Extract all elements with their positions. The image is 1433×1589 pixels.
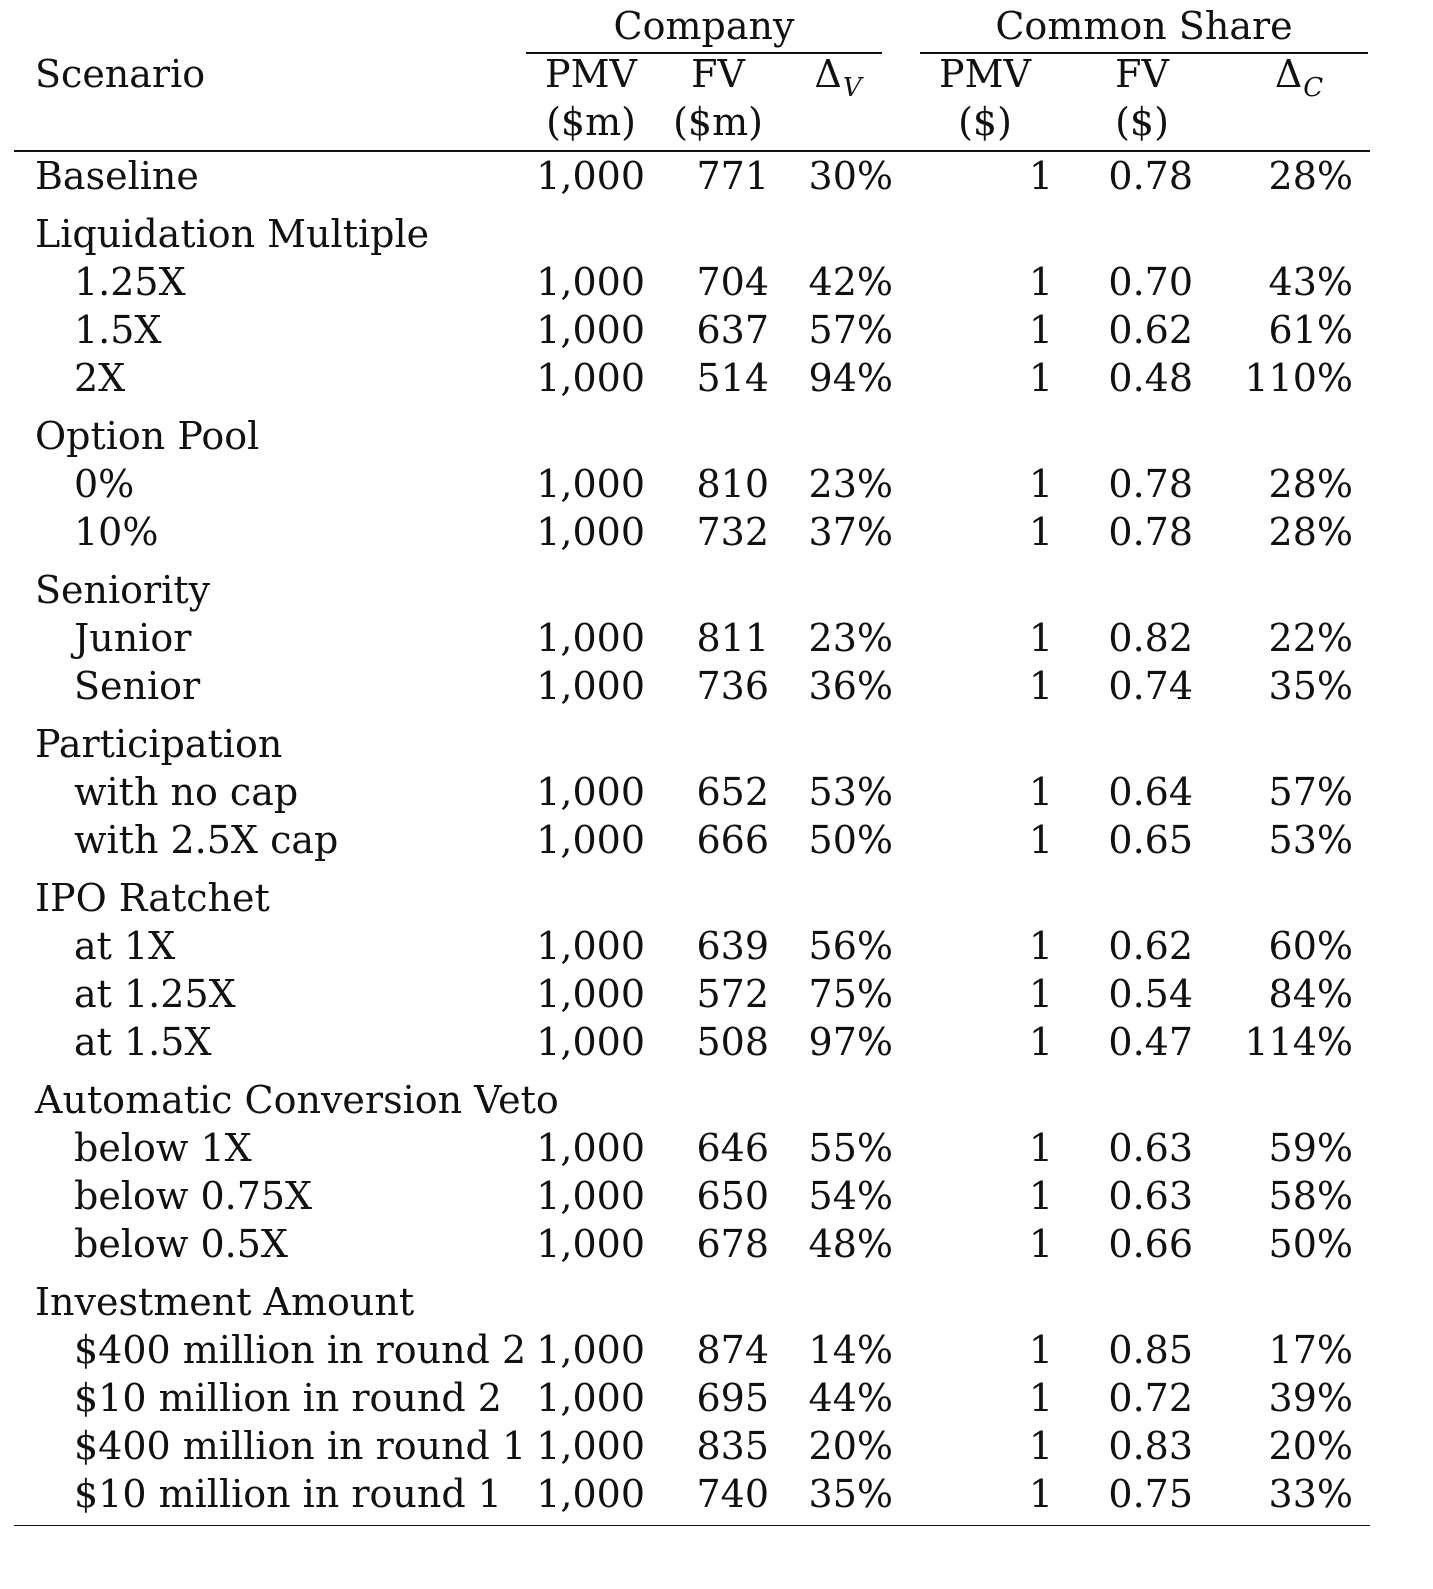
common-fv-cell: 0.64 bbox=[1108, 769, 1193, 814]
company-pmv-cell: 1,000 bbox=[536, 663, 645, 708]
group-header-row bbox=[14, 566, 1370, 614]
column-spacer bbox=[1353, 152, 1370, 200]
common-delta-heading bbox=[1254, 50, 1344, 103]
table-row bbox=[14, 1326, 1370, 1374]
common-pmv-cell: 1 bbox=[1028, 1423, 1053, 1468]
column-spacer bbox=[1353, 460, 1370, 508]
company-pmv-cell: 1,000 bbox=[536, 1173, 645, 1218]
company-fv-cell: 639 bbox=[696, 923, 769, 968]
common-fv-cell: 0.47 bbox=[1108, 1019, 1193, 1064]
table-row bbox=[14, 1470, 1370, 1518]
column-spacer bbox=[893, 662, 929, 710]
column-spacer bbox=[893, 354, 929, 402]
common-delta-cell: 43% bbox=[1268, 259, 1353, 304]
common-fv-cell: 0.78 bbox=[1108, 461, 1193, 506]
column-spacer bbox=[893, 1374, 929, 1422]
common-fv-cell: 0.63 bbox=[1108, 1125, 1193, 1170]
table-row bbox=[14, 922, 1370, 970]
column-spacer bbox=[893, 258, 929, 306]
column-spacer bbox=[893, 614, 929, 662]
bottom-rule bbox=[14, 1525, 1370, 1527]
row-label: 1.25X bbox=[74, 259, 186, 304]
column-spacer bbox=[893, 816, 929, 864]
common-pmv-cell: 1 bbox=[1028, 509, 1053, 554]
common-pmv-cell: 1 bbox=[1028, 1019, 1053, 1064]
company-fv-heading: FV bbox=[691, 52, 745, 96]
company-fv-cell: 508 bbox=[696, 1019, 769, 1064]
company-fv-cell: 637 bbox=[696, 307, 769, 352]
table-row bbox=[14, 1124, 1370, 1172]
company-fv-cell: 666 bbox=[696, 817, 769, 862]
table-row bbox=[14, 614, 1370, 662]
table-row bbox=[14, 460, 1370, 508]
common-fv-cell: 0.63 bbox=[1108, 1173, 1193, 1218]
common-delta-cell: 57% bbox=[1268, 769, 1353, 814]
company-pmv-cell: 1,000 bbox=[536, 355, 645, 400]
group-label: Seniority bbox=[35, 567, 211, 612]
column-spacer bbox=[893, 1326, 929, 1374]
table-row bbox=[14, 1374, 1370, 1422]
group-label: Investment Amount bbox=[35, 1279, 415, 1324]
delta-subscript: V bbox=[842, 73, 862, 103]
group-header-row bbox=[14, 1076, 1370, 1124]
row-label: Baseline bbox=[35, 153, 199, 198]
common-delta-cell: 53% bbox=[1268, 817, 1353, 862]
column-spacer bbox=[1353, 816, 1370, 864]
column-spacer bbox=[1353, 1374, 1370, 1422]
group-header-row bbox=[14, 210, 1370, 258]
common-pmv-cell: 1 bbox=[1028, 461, 1053, 506]
column-spacer bbox=[893, 922, 929, 970]
group-gap bbox=[14, 710, 1370, 720]
company-pmv-cell: 1,000 bbox=[536, 259, 645, 304]
company-fv-cell: 811 bbox=[696, 615, 769, 660]
results-table bbox=[14, 0, 1370, 1526]
row-label: at 1.25X bbox=[74, 971, 236, 1016]
group-header-row bbox=[14, 874, 1370, 922]
company-pmv-cell: 1,000 bbox=[536, 1375, 645, 1420]
delta-subscript: C bbox=[1303, 73, 1324, 103]
row-label: $10 million in round 1 bbox=[74, 1471, 502, 1516]
common-fv-cell: 0.62 bbox=[1108, 923, 1193, 968]
row-label: 0% bbox=[74, 461, 135, 506]
common-delta-cell: 61% bbox=[1268, 307, 1353, 352]
group-gap bbox=[14, 556, 1370, 566]
group-label: Automatic Conversion Veto bbox=[35, 1077, 559, 1122]
column-spacer bbox=[1353, 1220, 1370, 1268]
column-spacer bbox=[1353, 1018, 1370, 1066]
group-label: Option Pool bbox=[35, 413, 260, 458]
row-label: below 0.5X bbox=[74, 1221, 288, 1266]
company-delta-cell: 42% bbox=[808, 259, 893, 304]
company-pmv-heading: PMV bbox=[545, 52, 637, 96]
company-pmv-cell: 1,000 bbox=[536, 461, 645, 506]
company-pmv-cell: 1,000 bbox=[536, 1327, 645, 1372]
company-fv-cell: 704 bbox=[696, 259, 769, 304]
common-pmv-cell: 1 bbox=[1028, 923, 1053, 968]
company-delta-cell: 36% bbox=[808, 663, 893, 708]
common-fv-cell: 0.66 bbox=[1108, 1221, 1193, 1266]
group-header-row bbox=[14, 720, 1370, 768]
table-row bbox=[14, 354, 1370, 402]
common-delta-cell: 33% bbox=[1268, 1471, 1353, 1516]
row-label: 10% bbox=[74, 509, 159, 554]
delta-symbol: Δ bbox=[814, 52, 842, 96]
company-delta-cell: 53% bbox=[808, 769, 893, 814]
table-row bbox=[14, 1220, 1370, 1268]
row-label: $400 million in round 1 bbox=[74, 1423, 527, 1468]
company-pmv-cell: 1,000 bbox=[536, 1471, 645, 1516]
company-delta-cell: 57% bbox=[808, 307, 893, 352]
column-spacer bbox=[1353, 1172, 1370, 1220]
company-pmv-cell: 1,000 bbox=[536, 615, 645, 660]
row-label: with 2.5X cap bbox=[74, 817, 339, 862]
company-delta-cell: 30% bbox=[808, 153, 893, 198]
common-pmv-cell: 1 bbox=[1028, 1471, 1053, 1516]
company-fv-cell: 652 bbox=[696, 769, 769, 814]
common-fv-cell: 0.62 bbox=[1108, 307, 1193, 352]
group-label: Participation bbox=[35, 721, 283, 766]
company-delta-cell: 94% bbox=[808, 355, 893, 400]
company-fv-cell: 736 bbox=[696, 663, 769, 708]
company-pmv-cell: 1,000 bbox=[536, 1423, 645, 1468]
company-fv-cell: 572 bbox=[696, 971, 769, 1016]
company-fv-unit: ($m) bbox=[673, 100, 763, 144]
row-label: $10 million in round 2 bbox=[74, 1375, 502, 1420]
column-spacer bbox=[1353, 1326, 1370, 1374]
group-header-row bbox=[14, 412, 1370, 460]
common-fv-cell: 0.78 bbox=[1108, 153, 1193, 198]
common-pmv-cell: 1 bbox=[1028, 1375, 1053, 1420]
company-pmv-cell: 1,000 bbox=[536, 509, 645, 554]
company-fv-cell: 646 bbox=[696, 1125, 769, 1170]
company-pmv-cell: 1,000 bbox=[536, 971, 645, 1016]
common-delta-cell: 114% bbox=[1244, 1019, 1353, 1064]
company-delta-cell: 37% bbox=[808, 509, 893, 554]
company-pmv-cell: 1,000 bbox=[536, 1019, 645, 1064]
common-delta-cell: 20% bbox=[1268, 1423, 1353, 1468]
table-row bbox=[14, 1018, 1370, 1066]
column-spacer bbox=[893, 1422, 929, 1470]
common-delta-cell: 39% bbox=[1268, 1375, 1353, 1420]
group-gap bbox=[14, 1066, 1370, 1076]
common-pmv-unit: ($) bbox=[958, 100, 1012, 144]
company-delta-cell: 23% bbox=[808, 615, 893, 660]
common-fv-cell: 0.82 bbox=[1108, 615, 1193, 660]
company-delta-cell: 75% bbox=[808, 971, 893, 1016]
common-delta-cell: 28% bbox=[1268, 461, 1353, 506]
row-label: $400 million in round 2 bbox=[74, 1327, 527, 1372]
table-row bbox=[14, 970, 1370, 1018]
company-fv-cell: 650 bbox=[696, 1173, 769, 1218]
common-pmv-cell: 1 bbox=[1028, 971, 1053, 1016]
company-delta-cell: 23% bbox=[808, 461, 893, 506]
column-spacer bbox=[893, 306, 929, 354]
column-spacer bbox=[1353, 662, 1370, 710]
company-fv-cell: 835 bbox=[696, 1423, 769, 1468]
table-row bbox=[14, 816, 1370, 864]
common-pmv-cell: 1 bbox=[1028, 1221, 1053, 1266]
row-label: Junior bbox=[74, 615, 192, 660]
company-fv-cell: 514 bbox=[696, 355, 769, 400]
column-spacer bbox=[1353, 1470, 1370, 1518]
column-spacer bbox=[893, 460, 929, 508]
column-spacer bbox=[1353, 768, 1370, 816]
common-fv-cell: 0.54 bbox=[1108, 971, 1193, 1016]
table-header bbox=[14, 0, 1370, 150]
common-delta-cell: 28% bbox=[1268, 153, 1353, 198]
company-delta-cell: 50% bbox=[808, 817, 893, 862]
company-delta-cell: 56% bbox=[808, 923, 893, 968]
column-spacer bbox=[1353, 1124, 1370, 1172]
company-group-heading: Company bbox=[613, 4, 795, 48]
company-delta-cell: 35% bbox=[808, 1471, 893, 1516]
common-fv-cell: 0.83 bbox=[1108, 1423, 1193, 1468]
group-header-row bbox=[14, 1278, 1370, 1326]
company-pmv-cell: 1,000 bbox=[536, 153, 645, 198]
row-label: with no cap bbox=[74, 769, 299, 814]
company-delta-cell: 55% bbox=[808, 1125, 893, 1170]
table-row bbox=[14, 258, 1370, 306]
row-label: Senior bbox=[74, 663, 201, 708]
common-delta-cell: 60% bbox=[1268, 923, 1353, 968]
company-delta-cell: 54% bbox=[808, 1173, 893, 1218]
baseline-row bbox=[14, 152, 1370, 200]
column-spacer bbox=[1353, 306, 1370, 354]
row-label: 2X bbox=[74, 355, 126, 400]
row-label: 1.5X bbox=[74, 307, 162, 352]
common-fv-cell: 0.65 bbox=[1108, 817, 1193, 862]
table-row bbox=[14, 508, 1370, 556]
common-pmv-heading: PMV bbox=[939, 52, 1031, 96]
common-delta-cell: 84% bbox=[1268, 971, 1353, 1016]
common-fv-unit: ($) bbox=[1115, 100, 1169, 144]
common-delta-cell: 35% bbox=[1268, 663, 1353, 708]
company-fv-cell: 810 bbox=[696, 461, 769, 506]
company-pmv-cell: 1,000 bbox=[536, 923, 645, 968]
column-spacer bbox=[1353, 258, 1370, 306]
column-spacer bbox=[1353, 1422, 1370, 1470]
company-delta-cell: 14% bbox=[808, 1327, 893, 1372]
common-fv-cell: 0.70 bbox=[1108, 259, 1193, 304]
common-delta-cell: 58% bbox=[1268, 1173, 1353, 1218]
common-delta-cell: 28% bbox=[1268, 509, 1353, 554]
company-delta-heading bbox=[784, 50, 892, 103]
row-label: at 1.5X bbox=[74, 1019, 212, 1064]
company-pmv-cell: 1,000 bbox=[536, 1221, 645, 1266]
column-spacer bbox=[893, 1470, 929, 1518]
common-pmv-cell: 1 bbox=[1028, 1125, 1053, 1170]
common-pmv-cell: 1 bbox=[1028, 663, 1053, 708]
company-pmv-unit: ($m) bbox=[546, 100, 636, 144]
common-fv-cell: 0.74 bbox=[1108, 663, 1193, 708]
company-pmv-cell: 1,000 bbox=[536, 1125, 645, 1170]
common-fv-cell: 0.85 bbox=[1108, 1327, 1193, 1372]
column-spacer bbox=[1353, 922, 1370, 970]
company-pmv-cell: 1,000 bbox=[536, 307, 645, 352]
common-delta-cell: 22% bbox=[1268, 615, 1353, 660]
company-delta-cell: 20% bbox=[808, 1423, 893, 1468]
common-delta-cell: 17% bbox=[1268, 1327, 1353, 1372]
company-pmv-cell: 1,000 bbox=[536, 769, 645, 814]
scenario-heading: Scenario bbox=[35, 52, 206, 96]
column-spacer bbox=[893, 1172, 929, 1220]
column-spacer bbox=[893, 1018, 929, 1066]
column-spacer bbox=[893, 970, 929, 1018]
table-row bbox=[14, 768, 1370, 816]
row-label: below 1X bbox=[74, 1125, 252, 1170]
table-row bbox=[14, 662, 1370, 710]
common-fv-cell: 0.78 bbox=[1108, 509, 1193, 554]
column-spacer bbox=[1353, 508, 1370, 556]
common-share-group-heading: Common Share bbox=[995, 4, 1293, 48]
company-fv-cell: 732 bbox=[696, 509, 769, 554]
common-delta-cell: 110% bbox=[1244, 355, 1353, 400]
table-row bbox=[14, 1422, 1370, 1470]
common-pmv-cell: 1 bbox=[1028, 1327, 1053, 1372]
common-fv-cell: 0.48 bbox=[1108, 355, 1193, 400]
company-fv-cell: 771 bbox=[696, 153, 769, 198]
company-fv-cell: 695 bbox=[696, 1375, 769, 1420]
delta-symbol: Δ bbox=[1274, 52, 1303, 96]
column-spacer bbox=[893, 508, 929, 556]
common-pmv-cell: 1 bbox=[1028, 615, 1053, 660]
common-delta-cell: 59% bbox=[1268, 1125, 1353, 1170]
group-gap bbox=[14, 200, 1370, 210]
common-pmv-cell: 1 bbox=[1028, 355, 1053, 400]
company-fv-cell: 678 bbox=[696, 1221, 769, 1266]
common-pmv-cell: 1 bbox=[1028, 307, 1053, 352]
company-delta-cell: 97% bbox=[808, 1019, 893, 1064]
group-gap bbox=[14, 1268, 1370, 1278]
table-row bbox=[14, 306, 1370, 354]
common-pmv-cell: 1 bbox=[1028, 817, 1053, 862]
row-label: at 1X bbox=[74, 923, 176, 968]
common-fv-cell: 0.72 bbox=[1108, 1375, 1193, 1420]
common-pmv-cell: 1 bbox=[1028, 259, 1053, 304]
row-label: below 0.75X bbox=[74, 1173, 313, 1218]
company-delta-cell: 44% bbox=[808, 1375, 893, 1420]
table-body bbox=[14, 152, 1370, 1518]
column-spacer bbox=[1353, 614, 1370, 662]
group-gap bbox=[14, 864, 1370, 874]
common-pmv-cell: 1 bbox=[1028, 153, 1053, 198]
column-spacer bbox=[893, 1124, 929, 1172]
column-spacer bbox=[893, 1220, 929, 1268]
common-fv-cell: 0.75 bbox=[1108, 1471, 1193, 1516]
group-label: IPO Ratchet bbox=[35, 875, 270, 920]
common-pmv-cell: 1 bbox=[1028, 1173, 1053, 1218]
column-spacer bbox=[1353, 354, 1370, 402]
common-fv-heading: FV bbox=[1115, 52, 1169, 96]
common-pmv-cell: 1 bbox=[1028, 769, 1053, 814]
group-label: Liquidation Multiple bbox=[35, 211, 430, 256]
column-spacer bbox=[893, 152, 929, 200]
table-row bbox=[14, 1172, 1370, 1220]
column-spacer bbox=[893, 768, 929, 816]
group-gap bbox=[14, 402, 1370, 412]
company-delta-cell: 48% bbox=[808, 1221, 893, 1266]
column-spacer bbox=[1353, 970, 1370, 1018]
company-fv-cell: 874 bbox=[696, 1327, 769, 1372]
company-fv-cell: 740 bbox=[696, 1471, 769, 1516]
company-pmv-cell: 1,000 bbox=[536, 817, 645, 862]
common-delta-cell: 50% bbox=[1268, 1221, 1353, 1266]
